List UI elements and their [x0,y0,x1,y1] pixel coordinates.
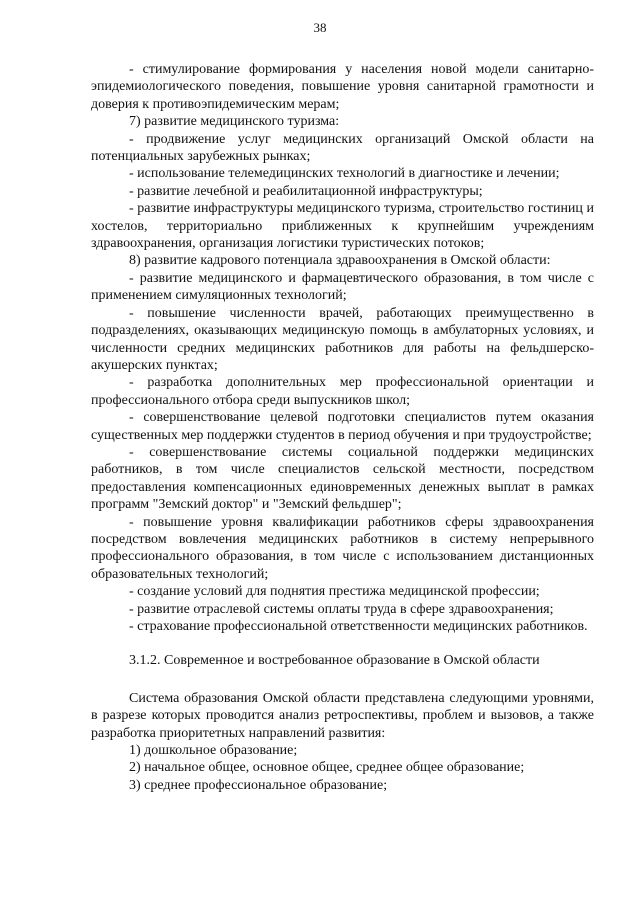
list-item: - развитие инфраструктуры медицинского туризма, строительство гостиниц и хостелов, территориально приближенных к крупнейшим учреждениям здравоохранения, организация логистики туристических потоков; [91,201,594,252]
list-heading-medical-tourism: 7) развитие медицинского туризма: [129,114,340,130]
section-heading: 3.1.2. Современное и востребованное образование в Омской области [129,653,540,669]
list-item: - совершенствование целевой подготовки специалистов путем оказания существенных мер поддержки студентов в период обучения и при трудоустройстве; [91,410,594,443]
list-item: - страхование профессиональной ответственности медицинских работников. [129,619,588,634]
list-item: - повышение уровня квалификации работников сферы здравоохранения посредством вовлечения медицинских работников в систему непрерывного профессионального образования, в том числе с использованием дистанционных образовательных технологий; [91,514,594,582]
page-number: 38 [313,20,327,35]
list-item: - развитие отраслевой системы оплаты труда в сфере здравоохранения; [129,601,554,617]
list-item: - развитие лечебной и реабилитационной инфраструктуры; [129,183,483,199]
list-item: - использование телемедицинских технологий в диагностике и лечении; [129,166,560,182]
list-item: - создание условий для поднятия престижа медицинской профессии; [129,584,540,600]
body-paragraph: - стимулирование формирования у населения новой модели санитарно-эпидемиологического поведения, повышение уровня санитарной грамотности и доверия к противоэпидемическим мерам; [91,62,594,112]
body-paragraph: Система образования Омской области представлена следующими уровнями, в разрезе которых проводится анализ ретроспективы, проблем и вызовов, а также разработка приоритетных направлений развития: [91,690,594,741]
list-item: - разработка дополнительных мер профессиональной ориентации и профессионального отбора среди выпускников школ; [91,375,594,408]
page-body [91,61,594,794]
list-item: - совершенствование системы социальной поддержки медицинских работников, в том числе специалистов сельской местности, посредством предоставления компенсационных единовременных денежных выплат в рамках программ "Земский доктор" и "Земский фельдшер"; [91,444,594,513]
list-item: 2) начальное общее, основное общее, среднее общее образование; [129,760,525,776]
list-item: - продвижение услуг медицинских организаций Омской области на потенциальных зарубежных рынках; [91,131,594,165]
list-item: 1) дошкольное образование; [129,743,298,759]
list-heading-personnel: 8) развитие кадрового потенциала здравоохранения в Омской области: [129,253,551,269]
list-item: - развитие медицинского и фармацевтического образования, в том числе с применением симуляционных технологий; [91,270,594,304]
list-item: - повышение численности врачей, работающих преимущественно в подразделениях, оказывающих медицинскую помощь в амбулаторных условиях, и численности средних медицинских работников для работы на фельдшерско-акушерских пунктах; [91,305,594,373]
list-item: 3) среднее профессиональное образование; [129,777,388,793]
